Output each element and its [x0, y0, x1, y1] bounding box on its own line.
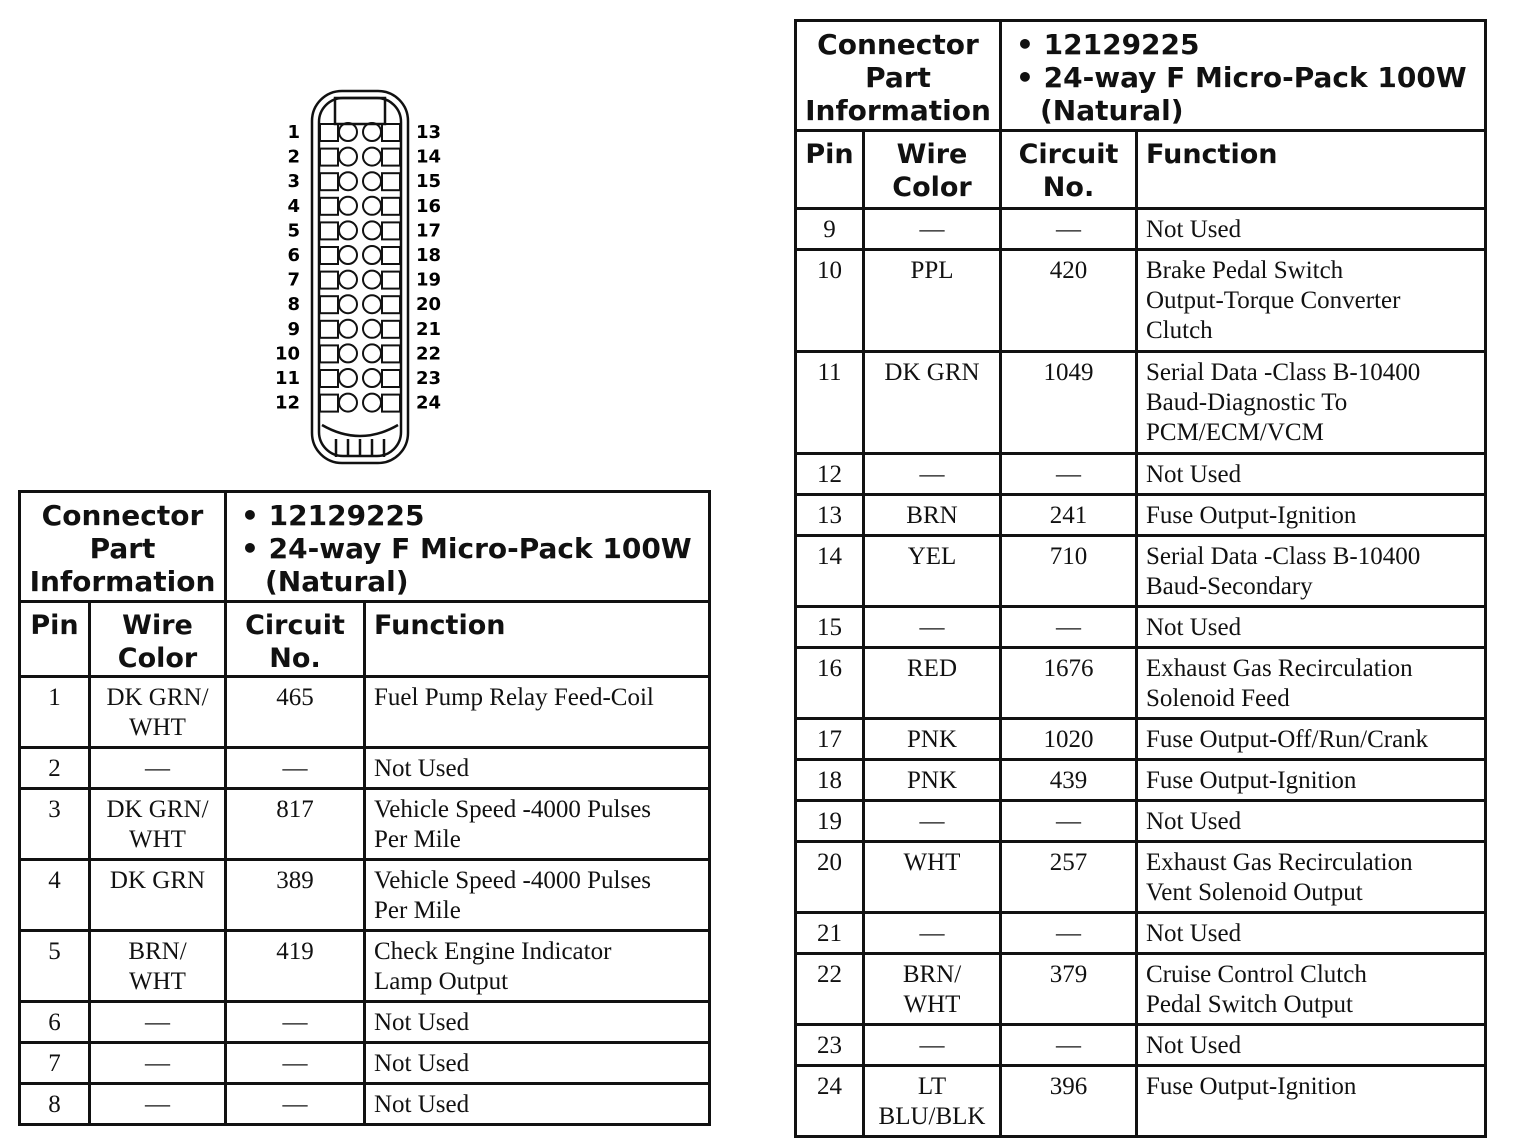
- connector-part-info-value: • 12129225 • 24-way F Micro-Pack 100W (Natural): [226, 492, 710, 602]
- pin-terminal: [363, 148, 381, 166]
- pin-terminal: [363, 246, 381, 264]
- wire-color-cell: [864, 1066, 1001, 1137]
- circuit-cell: 465: [226, 677, 365, 748]
- function-line: Fuel Pump Relay Feed-Coil: [374, 684, 654, 711]
- pin-terminal: [363, 369, 381, 387]
- pin-number-label: 10: [274, 343, 300, 365]
- pin-number-label: 24: [416, 392, 442, 414]
- wire-color-line: PNK: [906, 767, 957, 794]
- connector-table-left: [18, 490, 711, 1126]
- circuit-cell: 439: [1001, 760, 1137, 801]
- circuit-cell: —: [1001, 454, 1137, 495]
- pin-terminal: [363, 197, 381, 215]
- pin-number-label: 15: [416, 171, 442, 193]
- function-line: Not Used: [374, 755, 470, 782]
- wire-color-line: —: [919, 920, 945, 947]
- wire-color-line: —: [919, 1032, 945, 1059]
- function-cell: [1137, 495, 1486, 536]
- table-row: [20, 677, 710, 748]
- wire-color-cell: [864, 842, 1001, 913]
- wire-color-cell: [864, 607, 1001, 648]
- function-line: Not Used: [374, 1091, 470, 1118]
- circuit-cell: 420: [1001, 250, 1137, 352]
- table-row: [796, 801, 1486, 842]
- function-line: Baud-Diagnostic To: [1146, 389, 1348, 416]
- table-body-left: [20, 677, 710, 1125]
- column-header-circuit-no: Circuit No.: [226, 602, 365, 677]
- circuit-cell: —: [226, 1043, 365, 1084]
- wire-color-line: LT: [917, 1073, 947, 1100]
- wire-color-line: —: [145, 1091, 170, 1118]
- wire-color-line: —: [919, 614, 945, 641]
- circuit-cell: 389: [226, 860, 365, 931]
- function-cell: [1137, 536, 1486, 607]
- pin-cell: 4: [20, 860, 90, 931]
- function-line: Not Used: [1146, 461, 1242, 488]
- pin-cavity: [320, 345, 338, 362]
- pin-cavity: [382, 173, 400, 190]
- column-header-wire-color: Wire Color: [864, 131, 1001, 209]
- pin-number-label: 16: [416, 195, 442, 217]
- table-row: [796, 842, 1486, 913]
- pin-cell: 22: [796, 954, 864, 1025]
- pin-number-label: 6: [287, 245, 300, 266]
- pin-cavity: [382, 149, 400, 166]
- pin-terminal: [339, 172, 357, 190]
- function-line: Vehicle Speed -4000 Pulses: [374, 796, 652, 823]
- pin-cell: 13: [796, 495, 864, 536]
- function-line: Not Used: [374, 1050, 470, 1077]
- function-line: Not Used: [1146, 808, 1242, 835]
- function-line: Per Mile: [374, 897, 461, 924]
- circuit-cell: —: [226, 748, 365, 789]
- circuit-cell: 396: [1001, 1066, 1137, 1137]
- pin-cell: 19: [796, 801, 864, 842]
- function-line: Brake Pedal Switch: [1146, 257, 1344, 284]
- function-cell: [1137, 760, 1486, 801]
- wire-color-cell: [90, 1043, 226, 1084]
- connector-body: [312, 91, 408, 463]
- pin-number-label: 23: [416, 368, 442, 389]
- wire-color-cell: [864, 495, 1001, 536]
- wire-color-line: —: [919, 461, 945, 488]
- function-line: Not Used: [1146, 614, 1242, 641]
- wire-color-cell: [864, 719, 1001, 760]
- pin-terminal: [363, 344, 381, 362]
- function-cell: [1137, 801, 1486, 842]
- function-cell: [365, 1084, 710, 1125]
- pin-terminal: [339, 148, 357, 166]
- wire-color-cell: [864, 760, 1001, 801]
- wire-color-cell: [864, 1025, 1001, 1066]
- wire-color-line: WHT: [129, 826, 186, 853]
- column-header-circuit-no: Circuit No.: [1001, 131, 1137, 209]
- circuit-cell: —: [1001, 801, 1137, 842]
- pin-cell: 23: [796, 1025, 864, 1066]
- wire-color-cell: [864, 454, 1001, 495]
- function-line: PCM/ECM/VCM: [1146, 419, 1324, 446]
- pin-cell: 24: [796, 1066, 864, 1137]
- function-cell: [1137, 842, 1486, 913]
- pin-number-label: 21: [416, 318, 442, 340]
- function-cell: [365, 789, 710, 860]
- wire-color-line: YEL: [907, 543, 957, 570]
- function-cell: [365, 1043, 710, 1084]
- wire-color-line: —: [145, 755, 170, 782]
- wire-color-line: DK GRN: [109, 867, 206, 894]
- pin-number-label: 7: [287, 269, 300, 291]
- wire-color-cell: [90, 748, 226, 789]
- pin-cell: 9: [796, 209, 864, 250]
- circuit-cell: 257: [1001, 842, 1137, 913]
- pin-cavity: [382, 247, 400, 264]
- circuit-cell: 379: [1001, 954, 1137, 1025]
- table-row: [796, 760, 1486, 801]
- function-cell: [365, 860, 710, 931]
- circuit-cell: 710: [1001, 536, 1137, 607]
- table-row: [20, 789, 710, 860]
- pin-terminal: [339, 221, 357, 239]
- wire-color-cell: [90, 931, 226, 1002]
- pin-number-label: 5: [287, 220, 300, 242]
- pin-number-label: 9: [287, 318, 300, 340]
- function-cell: [365, 931, 710, 1002]
- table-row: [796, 719, 1486, 760]
- pin-cavity: [320, 296, 338, 313]
- pin-labels: [275, 122, 441, 414]
- function-line: Exhaust Gas Recirculation: [1146, 849, 1413, 876]
- wire-color-cell: [90, 677, 226, 748]
- pin-terminal: [339, 394, 357, 412]
- function-line: Solenoid Feed: [1146, 685, 1290, 712]
- column-header-pin: Pin: [20, 602, 90, 677]
- pin-cavity: [320, 124, 338, 141]
- pin-terminal: [339, 197, 357, 215]
- wire-color-line: DK GRN/: [106, 684, 209, 711]
- function-line: Serial Data -Class B-10400: [1146, 543, 1421, 570]
- pin-terminal: [363, 123, 381, 141]
- pin-cavity: [320, 247, 338, 264]
- table-row: [20, 748, 710, 789]
- wire-color-line: BRN/: [128, 938, 187, 965]
- wire-color-line: RED: [907, 655, 957, 682]
- function-cell: [365, 1002, 710, 1043]
- circuit-cell: —: [226, 1084, 365, 1125]
- circuit-cell: —: [1001, 209, 1137, 250]
- pin-cavity: [320, 222, 338, 239]
- pin-cell: 1: [20, 677, 90, 748]
- wire-color-cell: [864, 536, 1001, 607]
- pin-cell: 17: [796, 719, 864, 760]
- wire-color-cell: [864, 954, 1001, 1025]
- pin-number-label: 11: [274, 368, 300, 389]
- pin-cavities: [320, 123, 400, 412]
- circuit-cell: 1049: [1001, 352, 1137, 454]
- table-row: [796, 250, 1486, 352]
- wire-color-cell: [864, 209, 1001, 250]
- function-cell: [1137, 1066, 1486, 1137]
- pin-cell: 7: [20, 1043, 90, 1084]
- table-row: [20, 1084, 710, 1125]
- pin-cavity: [382, 370, 400, 387]
- table-row: [20, 860, 710, 931]
- pin-cavity: [382, 321, 400, 338]
- wire-color-line: PNK: [906, 726, 957, 753]
- pin-cavity: [382, 296, 400, 313]
- wire-color-line: —: [919, 808, 945, 835]
- pin-terminal: [339, 123, 357, 141]
- wire-color-line: WHT: [129, 714, 186, 741]
- wire-color-cell: [90, 1002, 226, 1043]
- wire-color-line: —: [145, 1009, 170, 1036]
- table-row: [796, 1025, 1486, 1066]
- circuit-cell: —: [1001, 607, 1137, 648]
- wire-color-line: DK GRN/: [106, 796, 209, 823]
- pin-cavity: [382, 395, 400, 412]
- pin-number-label: 17: [416, 220, 442, 242]
- pin-cell: 10: [796, 250, 864, 352]
- table-row: [796, 648, 1486, 719]
- function-line: Clutch: [1146, 317, 1213, 344]
- pin-number-label: 19: [416, 269, 442, 291]
- pin-cavity: [382, 222, 400, 239]
- table-row: [796, 607, 1486, 648]
- wire-color-cell: [90, 860, 226, 931]
- table-row: [796, 913, 1486, 954]
- function-line: Not Used: [1146, 1032, 1242, 1059]
- pin-number-label: 18: [416, 245, 442, 266]
- wire-color-line: BLU/BLK: [878, 1103, 986, 1130]
- pin-terminal: [363, 320, 381, 338]
- function-line: Cruise Control Clutch: [1146, 961, 1367, 988]
- connector-part-info-label: Connector Part Information: [20, 492, 226, 602]
- function-cell: [1137, 719, 1486, 760]
- wire-color-cell: [864, 913, 1001, 954]
- pin-cavity: [382, 272, 400, 289]
- function-cell: [1137, 454, 1486, 495]
- wire-color-line: DK GRN: [884, 359, 980, 386]
- table-row: [796, 536, 1486, 607]
- function-line: Fuse Output-Ignition: [1146, 502, 1357, 529]
- pin-number-label: 2: [287, 146, 300, 168]
- pin-number-label: 1: [287, 122, 300, 143]
- function-cell: [365, 748, 710, 789]
- connector-part-info-value: • 12129225 • 24-way F Micro-Pack 100W (Natural): [1001, 21, 1486, 131]
- column-header-pin: Pin: [796, 131, 864, 209]
- table-row: [796, 1066, 1486, 1137]
- table-row: [20, 1002, 710, 1043]
- circuit-cell: —: [1001, 1025, 1137, 1066]
- pin-terminal: [363, 221, 381, 239]
- function-cell: [365, 677, 710, 748]
- pin-cell: 11: [796, 352, 864, 454]
- function-line: Serial Data -Class B-10400: [1146, 359, 1421, 386]
- pin-cell: 8: [20, 1084, 90, 1125]
- pin-terminal: [363, 271, 381, 289]
- pin-number-label: 3: [287, 171, 300, 193]
- pin-number-label: 13: [416, 122, 442, 143]
- connector-part-info-label: Connector Part Information: [796, 21, 1001, 131]
- function-line: Lamp Output: [374, 968, 509, 995]
- circuit-cell: 817: [226, 789, 365, 860]
- connector-table-right: [794, 19, 1487, 1138]
- table-row: [796, 352, 1486, 454]
- table-row: [796, 954, 1486, 1025]
- pin-terminal: [339, 369, 357, 387]
- pin-cell: 15: [796, 607, 864, 648]
- function-line: Fuse Output-Off/Run/Crank: [1146, 726, 1429, 753]
- function-cell: [1137, 648, 1486, 719]
- wire-color-cell: [864, 352, 1001, 454]
- pin-cavity: [320, 173, 338, 190]
- function-line: Not Used: [1146, 920, 1242, 947]
- column-header-function: Function: [365, 602, 710, 677]
- pin-number-label: 14: [416, 146, 442, 168]
- circuit-cell: 419: [226, 931, 365, 1002]
- pin-cell: 18: [796, 760, 864, 801]
- column-header-wire-color: Wire Color: [90, 602, 226, 677]
- wire-color-line: PPL: [910, 257, 954, 284]
- function-line: Vent Solenoid Output: [1146, 879, 1363, 906]
- wire-color-cell: [864, 801, 1001, 842]
- circuit-cell: 1020: [1001, 719, 1137, 760]
- wire-color-line: WHT: [903, 849, 961, 876]
- function-line: Fuse Output-Ignition: [1146, 767, 1357, 794]
- pin-terminal: [339, 246, 357, 264]
- function-cell: [1137, 954, 1486, 1025]
- pin-terminal: [363, 295, 381, 313]
- wire-color-line: BRN: [906, 502, 958, 529]
- pin-cavity: [382, 198, 400, 215]
- pin-cell: 6: [20, 1002, 90, 1043]
- function-line: Not Used: [374, 1009, 470, 1036]
- pin-cell: 5: [20, 931, 90, 1002]
- function-line: Output-Torque Converter: [1146, 287, 1401, 314]
- wire-color-line: BRN/: [902, 961, 962, 988]
- function-line: Vehicle Speed -4000 Pulses: [374, 867, 652, 894]
- wire-color-cell: [90, 1084, 226, 1125]
- pin-terminal: [339, 271, 357, 289]
- pin-cavity: [320, 395, 338, 412]
- pin-cavity: [382, 345, 400, 362]
- pin-terminal: [339, 295, 357, 313]
- pin-terminal: [339, 320, 357, 338]
- wire-color-line: —: [145, 1050, 170, 1077]
- circuit-cell: 1676: [1001, 648, 1137, 719]
- pin-cell: 21: [796, 913, 864, 954]
- pin-cavity: [320, 370, 338, 387]
- column-header-function: Function: [1137, 131, 1486, 209]
- wire-color-cell: [864, 250, 1001, 352]
- pin-terminal: [363, 172, 381, 190]
- pin-cell: 16: [796, 648, 864, 719]
- function-line: Check Engine Indicator: [374, 938, 612, 965]
- wire-color-line: WHT: [129, 968, 186, 995]
- table-row: [20, 931, 710, 1002]
- function-line: Pedal Switch Output: [1146, 991, 1353, 1018]
- wire-color-line: —: [919, 216, 945, 243]
- pin-cell: 20: [796, 842, 864, 913]
- table-row: [796, 495, 1486, 536]
- pin-terminal: [339, 344, 357, 362]
- pin-cavity: [382, 124, 400, 141]
- function-cell: [1137, 913, 1486, 954]
- pin-cell: 14: [796, 536, 864, 607]
- pin-cell: 12: [796, 454, 864, 495]
- pin-number-label: 4: [287, 195, 300, 217]
- function-cell: [1137, 352, 1486, 454]
- pin-cavity: [320, 321, 338, 338]
- pin-cavity: [320, 198, 338, 215]
- pin-cavity: [320, 149, 338, 166]
- pin-terminal: [363, 394, 381, 412]
- pin-number-label: 22: [416, 343, 442, 365]
- pin-number-label: 8: [287, 294, 300, 316]
- table-body-right: [796, 209, 1486, 1137]
- pin-cell: 3: [20, 789, 90, 860]
- function-cell: [1137, 250, 1486, 352]
- function-line: Not Used: [1146, 216, 1242, 243]
- wire-color-cell: [90, 789, 226, 860]
- table-row: [796, 454, 1486, 495]
- pin-number-label: 12: [274, 392, 300, 414]
- circuit-cell: 241: [1001, 495, 1137, 536]
- function-cell: [1137, 209, 1486, 250]
- function-line: Baud-Secondary: [1146, 573, 1313, 600]
- table-row: [796, 209, 1486, 250]
- pin-cell: 2: [20, 748, 90, 789]
- wire-color-line: WHT: [903, 991, 961, 1018]
- function-cell: [1137, 1025, 1486, 1066]
- pin-number-label: 20: [416, 294, 442, 316]
- connector-diagram: [260, 85, 460, 470]
- circuit-cell: —: [1001, 913, 1137, 954]
- function-line: Exhaust Gas Recirculation: [1146, 655, 1413, 682]
- table-row: [20, 1043, 710, 1084]
- pin-cavity: [320, 272, 338, 289]
- circuit-cell: —: [226, 1002, 365, 1043]
- function-line: Fuse Output-Ignition: [1146, 1073, 1357, 1100]
- function-line: Per Mile: [374, 826, 461, 853]
- wire-color-cell: [864, 648, 1001, 719]
- function-cell: [1137, 607, 1486, 648]
